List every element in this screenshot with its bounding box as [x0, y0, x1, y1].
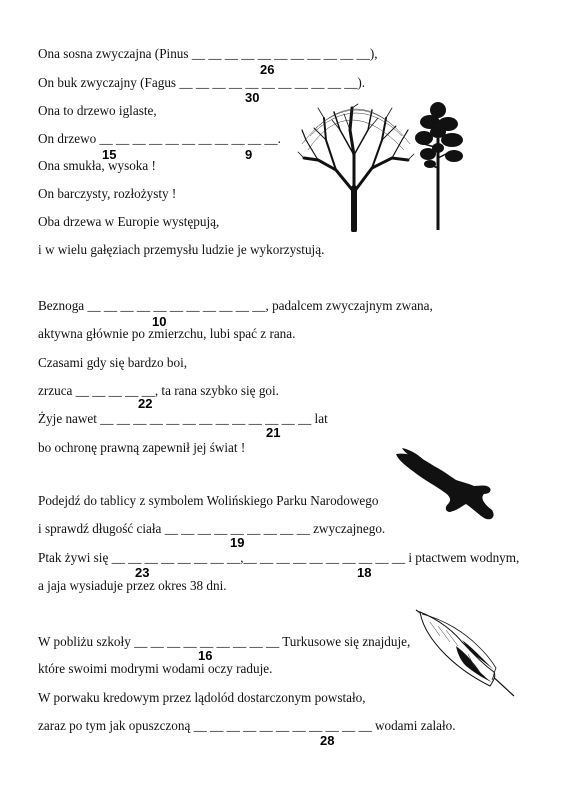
line-end: , padalcem zwyczajnym zwana,: [265, 298, 433, 313]
eagle-icon: [392, 446, 502, 526]
line-pinus: [38, 46, 378, 62]
pine-tree-icon: [410, 98, 470, 232]
line-aktywna: aktywna głównie po zmierzchu, lubi spać z rana.: [38, 326, 296, 341]
line-smukla: Ona smukła, wysoka !: [38, 158, 156, 173]
clue-number: 16: [198, 648, 213, 663]
answer-blanks: __ __ __ __ __: [75, 383, 155, 398]
clue-number: 19: [230, 535, 245, 550]
answer-blanks: __ __ __ __ __ __ __ __ __ __ __: [193, 718, 372, 733]
line-text: i sprawdź długość ciała: [38, 521, 162, 536]
line-text: Ona sosna zwyczajna (Pinus: [38, 46, 189, 61]
line-sprawdz: [38, 521, 385, 537]
line-text: Ptak żywi się: [38, 550, 109, 565]
line-text: W pobliżu szkoły: [38, 634, 131, 649]
answer-blanks: __ __ __ __ __ __ __ __ __ __ __: [87, 298, 266, 313]
line-end: ).: [357, 75, 366, 90]
line-zrzuca: [38, 383, 279, 399]
line-end: .: [277, 131, 281, 146]
line-barczysty: On barczysty, rozłożysty !: [38, 186, 177, 201]
line-przemysl: i w wielu gałęziach przemysłu ludzie je wykorzystują.: [38, 242, 325, 257]
line-zyje: [38, 411, 328, 427]
line-pobliz: [38, 634, 410, 650]
line-beznoga: [38, 298, 433, 314]
line-end: Turkusowe się znajduje,: [282, 634, 411, 649]
answer-blanks: __ __ __ __ __ __ __ __,__ __ __ __ __ __ __ __ __ __: [111, 550, 406, 565]
clue-number: 21: [266, 425, 281, 440]
line-text: On drzewo: [38, 131, 97, 146]
clue-number: 23: [135, 565, 150, 580]
line-end: ),: [369, 46, 378, 61]
clue-number: 28: [320, 733, 335, 748]
answer-blanks: __ __ __ __ __ __ __ __ __: [134, 634, 280, 649]
line-text: Beznoga: [38, 298, 85, 313]
clue-number: 26: [260, 62, 275, 77]
line-end: lat: [314, 411, 328, 426]
line-text: On buk zwyczajny (Fagus: [38, 75, 177, 90]
answer-blanks: __ __ __ __ __ __ __ __ __ __ __: [99, 131, 278, 146]
line-fagus: [38, 75, 365, 91]
clue-number: 30: [245, 90, 260, 105]
line-iglaste: Ona to drzewo iglaste,: [38, 103, 157, 118]
answer-blanks: __ __ __ __ __ __ __ __ __ __ __: [191, 46, 370, 61]
line-czasami: Czasami gdy się bardzo boi,: [38, 355, 188, 370]
line-end: wodami zalało.: [374, 718, 456, 733]
line-europa: Oba drzewa w Europie występują,: [38, 214, 220, 229]
oak-tree-icon: [296, 100, 416, 232]
clue-number: 9: [245, 147, 253, 162]
line-jaja: a jaja wysiaduje przez okres 38 dni.: [38, 578, 227, 593]
line-ochrona: bo ochronę prawną zapewnił jej świat !: [38, 440, 246, 455]
line-ptak: [38, 550, 519, 566]
answer-blanks: __ __ __ __ __ __ __ __ __ __ __ __ __: [100, 411, 312, 426]
line-end: zwyczajnego.: [313, 521, 386, 536]
answer-blanks: __ __ __ __ __ __ __ __ __ __ __: [179, 75, 358, 90]
line-text: zrzuca: [38, 383, 73, 398]
line-end: , ta rana szybko się goi.: [154, 383, 279, 398]
clue-number: 18: [357, 565, 372, 580]
answer-blanks: __ __ __ __ __ __ __ __ __: [164, 521, 310, 536]
line-podejdz: Podejdź do tablicy z symbolem Wolińskiego Parku Narodowego: [38, 493, 379, 508]
clue-number: 15: [102, 147, 117, 162]
line-porwak: W porwaku kredowym przez lądolód dostarczonym powstało,: [38, 690, 366, 705]
line-text: zaraz po tym jak opuszczoną: [38, 718, 191, 733]
clue-number: 22: [138, 396, 153, 411]
line-modre: które swoimi modrymi wodami oczy raduje.: [38, 661, 273, 676]
line-drzewo: [38, 131, 281, 147]
line-zaraz: [38, 718, 456, 734]
line-end: i ptactwem wodnym,: [408, 550, 520, 565]
clue-number: 10: [152, 314, 167, 329]
feather-icon: [410, 606, 520, 700]
line-text: Żyje nawet: [38, 411, 97, 426]
